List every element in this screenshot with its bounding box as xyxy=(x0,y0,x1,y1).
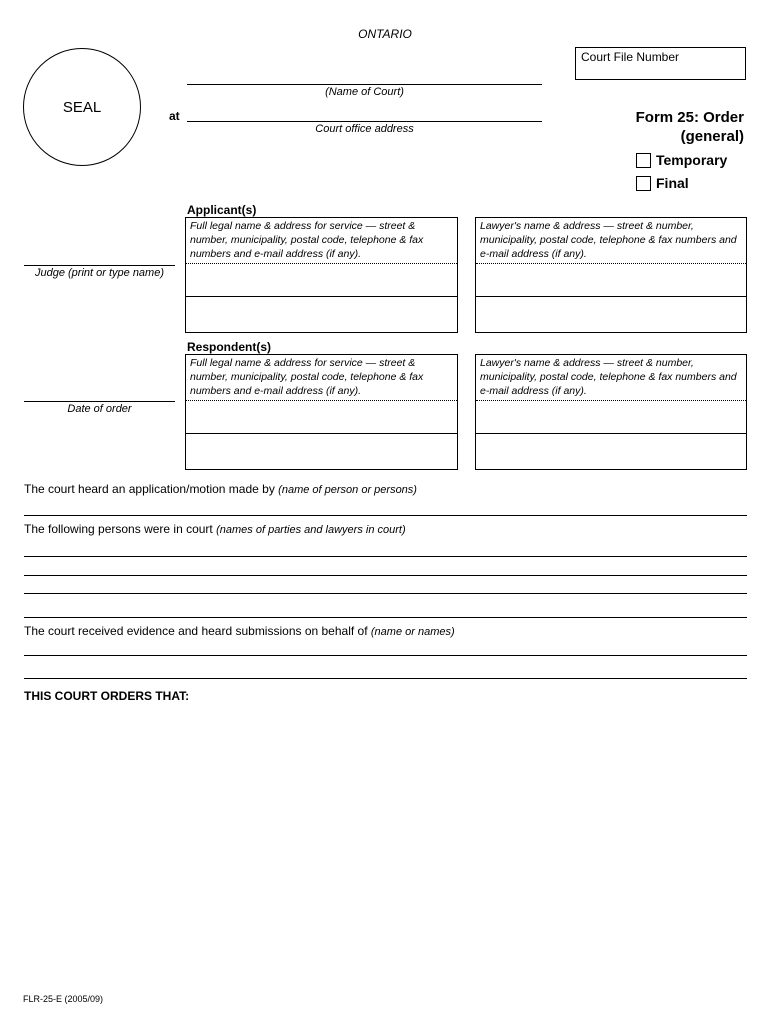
court-name-line[interactable] xyxy=(187,84,542,85)
court-name-label: (Name of Court) xyxy=(325,86,404,98)
applicant-lawyer-desc: Lawyer's name & address — street & number, municipality, postal code, telephone & fax numbers and e-mail address (if any). xyxy=(476,218,746,264)
temporary-label: Temporary xyxy=(656,152,728,168)
respondent-lawyer-box xyxy=(475,354,747,470)
court-file-number-field[interactable] xyxy=(575,47,746,80)
present-line[interactable] xyxy=(24,556,747,557)
judge-line[interactable] xyxy=(24,265,175,266)
form-code: FLR-25-E (2005/09) xyxy=(23,994,104,1004)
temporary-checkbox[interactable] xyxy=(636,153,651,168)
evidence-line[interactable] xyxy=(24,655,747,656)
evidence-text: The court received evidence and heard submissions on behalf of xyxy=(24,624,368,638)
form-title xyxy=(636,108,744,146)
orders-text-area[interactable] xyxy=(24,712,747,982)
respondent-party-box xyxy=(185,354,458,470)
date-of-order-label: Date of order xyxy=(67,403,132,415)
heard-hint: (name of person or persons) xyxy=(278,484,417,496)
respondent-party-desc: Full legal name & address for service — street & number, municipality, postal code, telephone & fax numbers and e-mail address (if any). xyxy=(186,355,457,401)
evidence-hint: (name or names) xyxy=(370,626,455,638)
province-heading: ONTARIO xyxy=(358,27,412,41)
evidence-line[interactable] xyxy=(24,678,747,679)
applicant-lawyer-box xyxy=(475,217,747,333)
respondent-party-row[interactable] xyxy=(186,401,457,434)
respondents-heading: Respondent(s) xyxy=(187,340,271,354)
temporary-option[interactable] xyxy=(636,152,727,168)
final-label: Final xyxy=(656,175,689,191)
seal-label: SEAL xyxy=(62,99,102,116)
present-text: The following persons were in court xyxy=(24,522,213,536)
heard-line[interactable] xyxy=(24,515,747,516)
date-of-order-line[interactable] xyxy=(24,401,175,402)
form-title-line1: Form 25: Order xyxy=(635,109,744,126)
applicant-party-row[interactable] xyxy=(186,297,457,330)
judge-label: Judge (print or type name) xyxy=(34,267,164,279)
applicants-heading: Applicant(s) xyxy=(187,203,257,217)
court-address-line[interactable] xyxy=(187,121,542,122)
applicant-party-box xyxy=(185,217,458,333)
present-line[interactable] xyxy=(24,575,747,576)
applicant-lawyer-row[interactable] xyxy=(476,297,746,330)
respondent-lawyer-desc: Lawyer's name & address — street & number, municipality, postal code, telephone & fax numbers and e-mail address (if any). xyxy=(476,355,746,401)
respondent-party-row[interactable] xyxy=(186,434,457,467)
final-checkbox[interactable] xyxy=(636,176,651,191)
present-line[interactable] xyxy=(24,593,747,594)
court-file-number-label: Court File Number xyxy=(581,50,680,64)
present-hint: (names of parties and lawyers in court) xyxy=(216,524,406,536)
applicant-party-desc: Full legal name & address for service — street & number, municipality, postal code, telephone & fax numbers and e-mail address (if any). xyxy=(186,218,457,264)
heard-text: The court heard an application/motion made by xyxy=(24,482,275,496)
court-address-label: Court office address xyxy=(315,123,414,135)
applicant-party-row[interactable] xyxy=(186,264,457,297)
respondent-lawyer-row[interactable] xyxy=(476,401,746,434)
heard-statement xyxy=(24,482,417,496)
applicant-lawyer-row[interactable] xyxy=(476,264,746,297)
evidence-statement xyxy=(24,624,455,638)
orders-heading: THIS COURT ORDERS THAT: xyxy=(24,689,190,703)
respondent-lawyer-row[interactable] xyxy=(476,434,746,467)
seal-circle xyxy=(23,48,141,166)
at-label: at xyxy=(169,109,180,123)
final-option[interactable] xyxy=(636,175,689,191)
form-title-line2: (general) xyxy=(680,128,744,145)
present-statement xyxy=(24,522,406,536)
present-line[interactable] xyxy=(24,617,747,618)
